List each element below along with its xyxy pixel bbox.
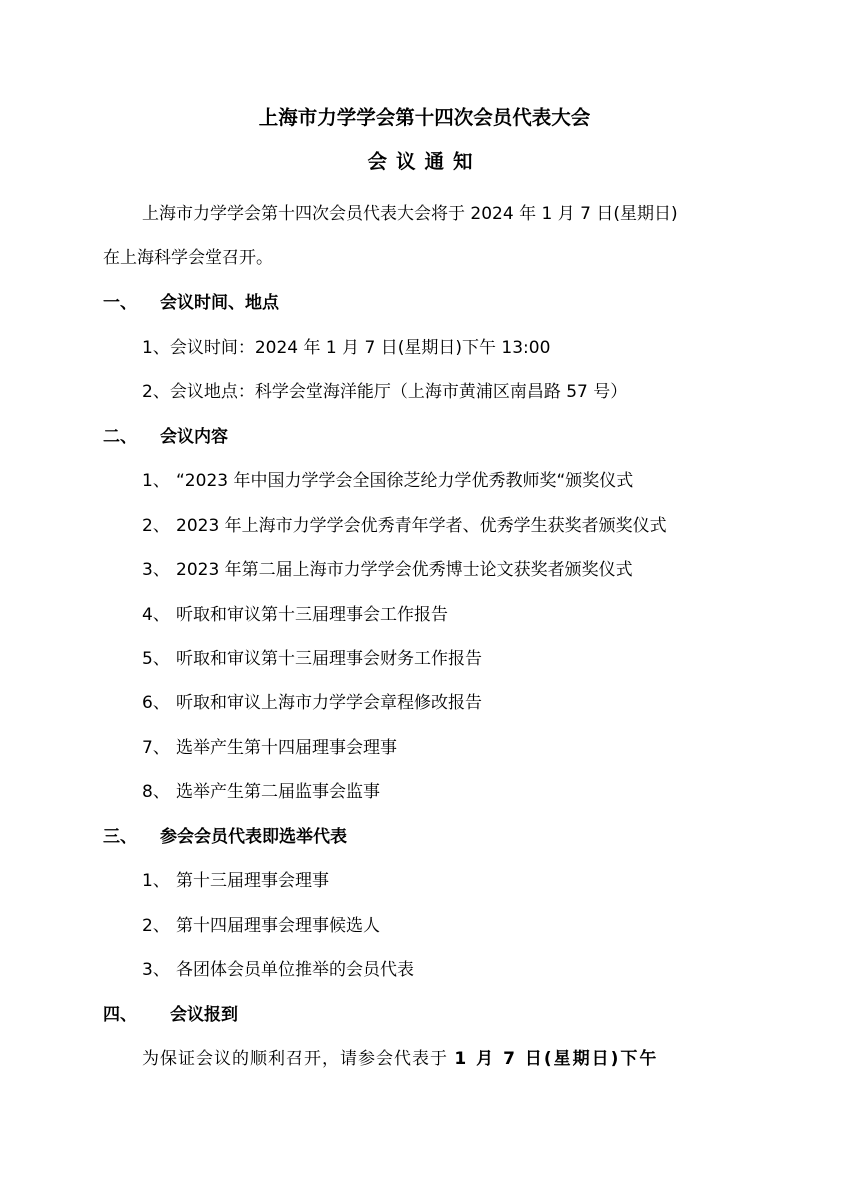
page-subtitle: 会议通知: [367, 150, 482, 173]
registration-paragraph: [142, 1047, 658, 1071]
section-2-title: 会议内容: [160, 427, 228, 447]
list-item: 2023 年上海市力学学会优秀青年学者、优秀学生获奖者颁奖仪式: [176, 516, 667, 536]
registration-date: 1 月 7 日(星期日)下午: [454, 1049, 659, 1069]
intro-line-2: 在上海科学会堂召开。: [103, 248, 273, 268]
list-item: 选举产生第十四届理事会理事: [176, 738, 397, 758]
section-2-number: 二、: [103, 427, 137, 447]
registration-text: 为保证会议的顺利召开，请参会代表于: [142, 1049, 448, 1069]
section-1-line-1: 1、会议时间：2024 年 1 月 7 日(星期日)下午 13:00: [142, 338, 551, 358]
section-3-title: 参会会员代表即选举代表: [160, 827, 347, 847]
list-item: 第十三届理事会理事: [176, 871, 329, 891]
section-1-title: 会议时间、地点: [160, 293, 279, 313]
section-3-number: 三、: [103, 827, 137, 847]
list-item-number: 6、: [142, 693, 170, 713]
list-item-number: 3、: [142, 960, 170, 980]
list-item-number: 7、: [142, 738, 170, 758]
section-1-number: 一、: [103, 293, 137, 313]
list-item-number: 2、: [142, 516, 170, 536]
list-item-number: 5、: [142, 649, 170, 669]
section-4-title: 会议报到: [170, 1005, 238, 1025]
list-item: 听取和审议第十三届理事会财务工作报告: [176, 649, 482, 669]
section-4-number: 四、: [103, 1005, 137, 1025]
list-item-number: 2、: [142, 916, 170, 936]
list-item: 第十四届理事会理事候选人: [176, 916, 380, 936]
intro-line-1: 上海市力学学会第十四次会员代表大会将于 2024 年 1 月 7 日(星期日): [142, 204, 678, 224]
list-item-number: 3、: [142, 560, 170, 580]
section-1-line-2: 2、会议地点：科学会堂海洋能厅（上海市黄浦区南昌路 57 号）: [142, 382, 628, 402]
page-title: 上海市力学学会第十四次会员代表大会: [258, 106, 591, 129]
list-item-number: 1、: [142, 871, 170, 891]
list-item: 听取和审议上海市力学学会章程修改报告: [176, 693, 482, 713]
list-item-number: 4、: [142, 605, 170, 625]
list-item: 听取和审议第十三届理事会工作报告: [176, 605, 448, 625]
list-item-number: 8、: [142, 782, 170, 802]
list-item: “2023 年中国力学学会全国徐芝纶力学优秀教师奖“颁奖仪式: [176, 471, 634, 491]
list-item-number: 1、: [142, 471, 170, 491]
list-item: 2023 年第二届上海市力学学会优秀博士论文获奖者颁奖仪式: [176, 560, 633, 580]
list-item: 选举产生第二届监事会监事: [176, 782, 380, 802]
list-item: 各团体会员单位推举的会员代表: [176, 960, 414, 980]
